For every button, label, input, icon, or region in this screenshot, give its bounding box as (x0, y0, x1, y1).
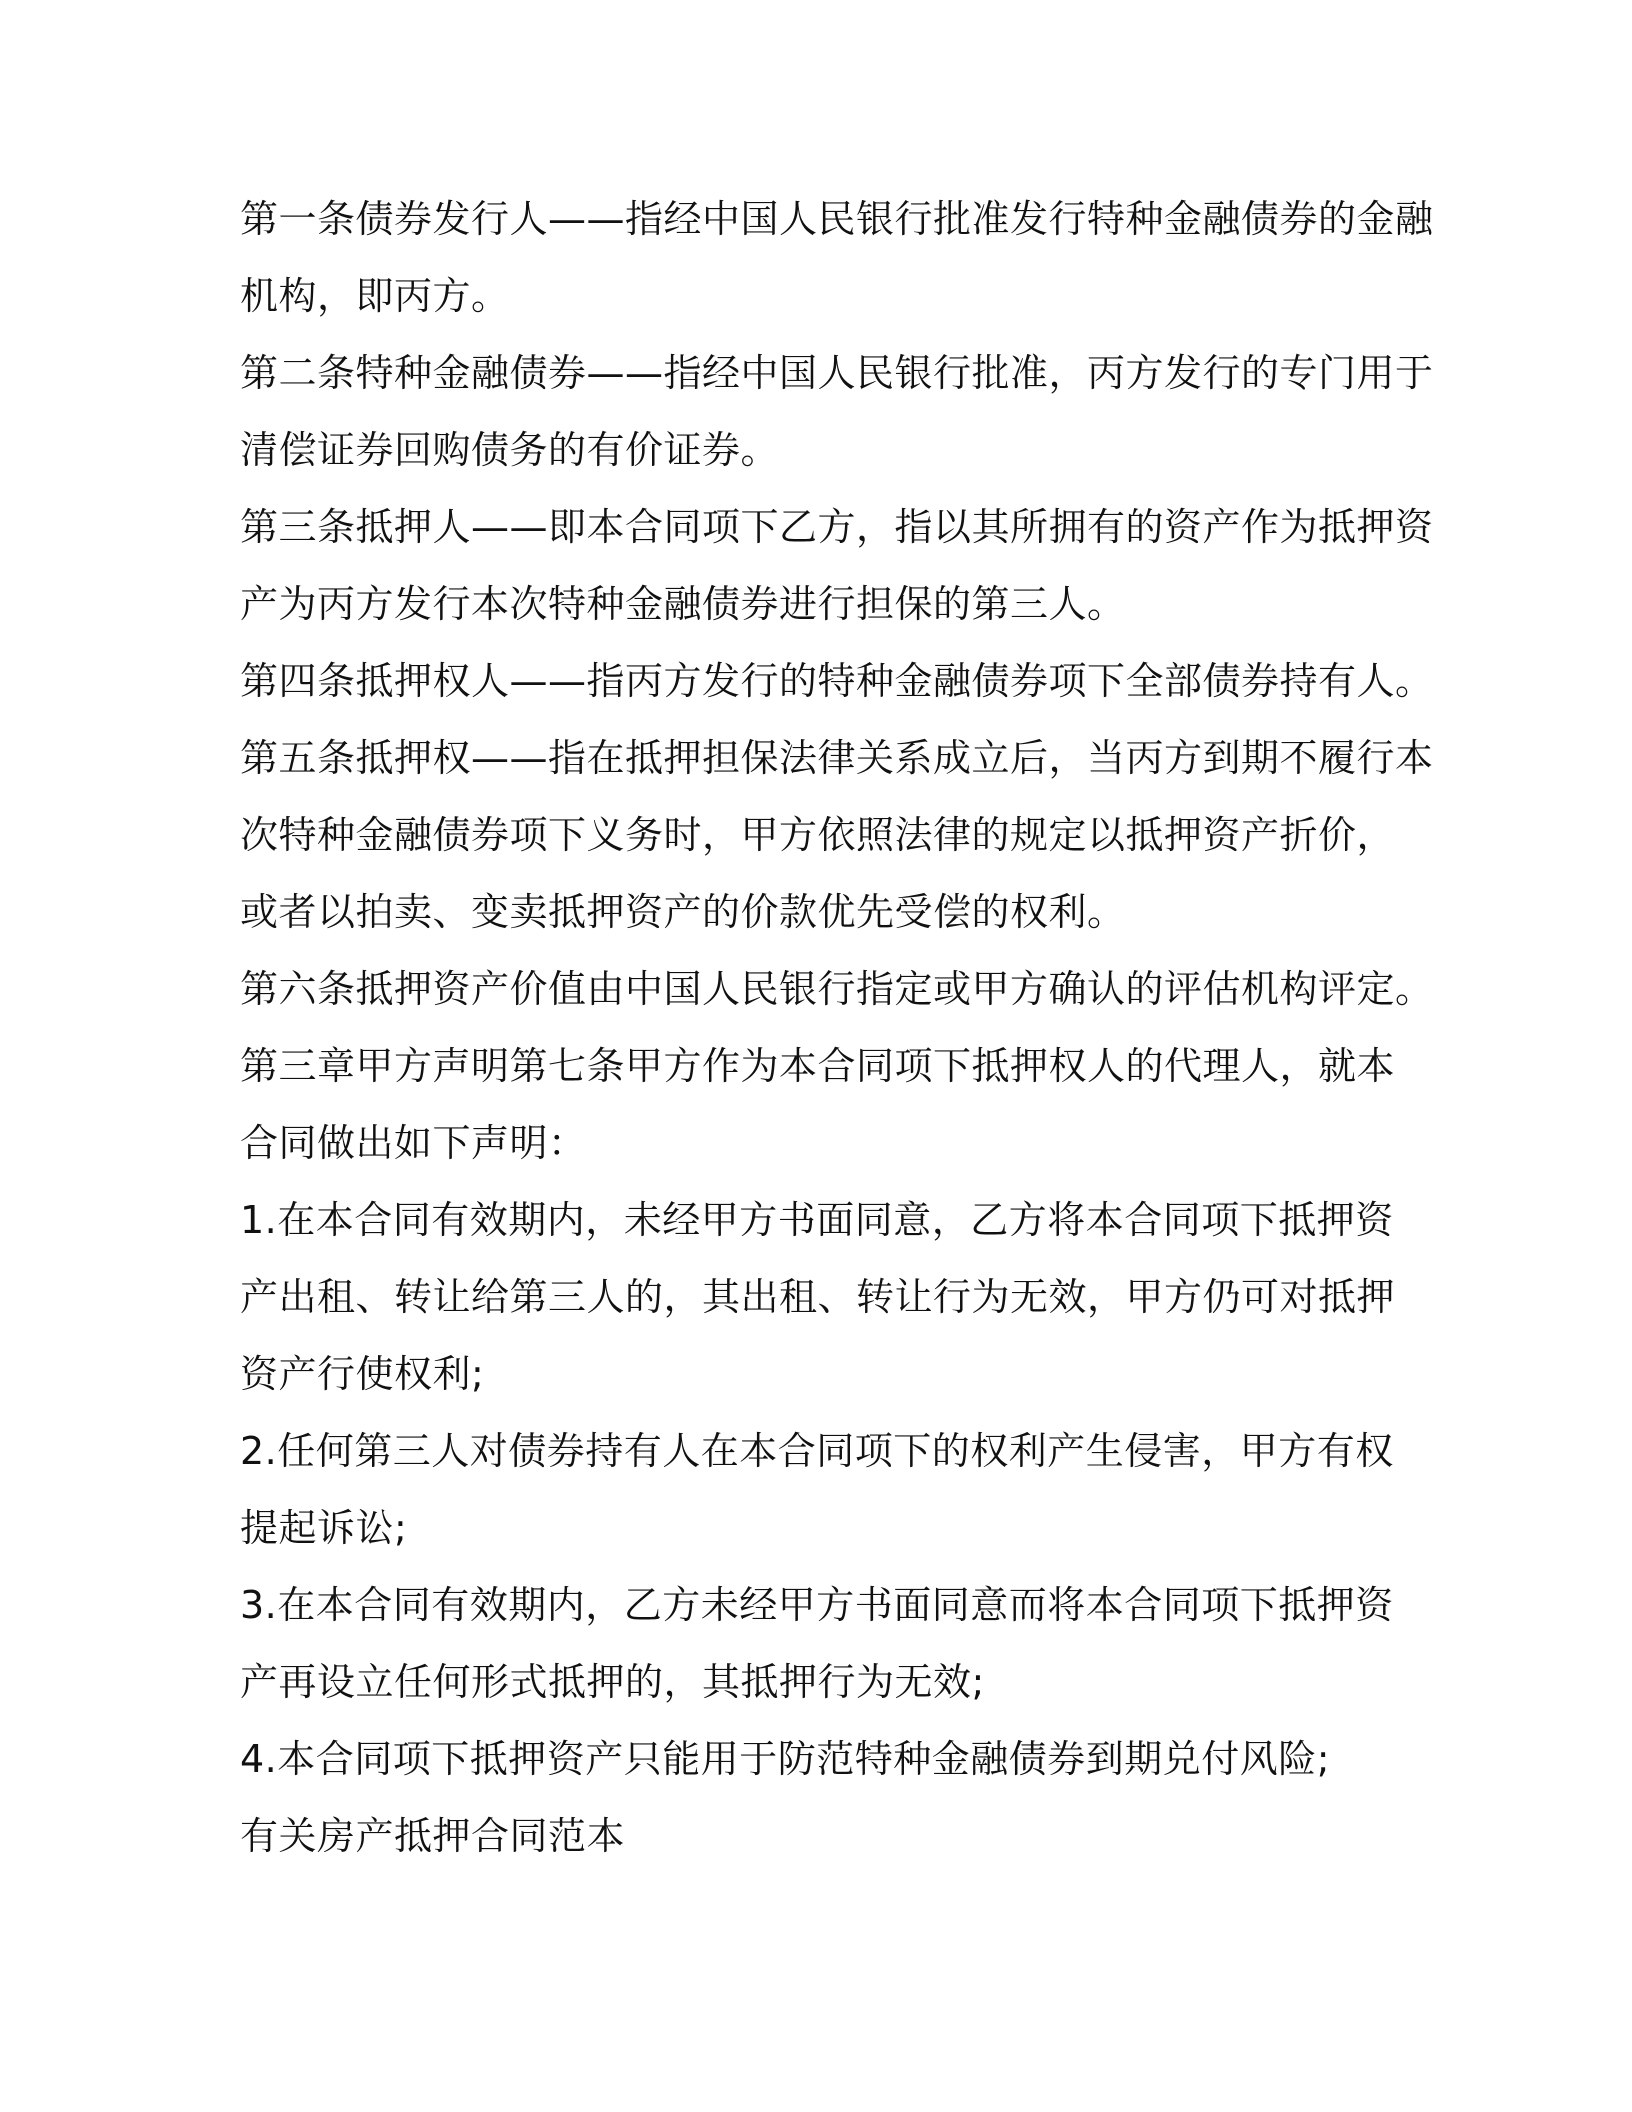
text-line: 第二条特种金融债券——指经中国人民银行批准，丙方发行的专门用于 (240, 351, 1434, 395)
text-line: 机构，即丙方。 (240, 274, 510, 318)
text-line: 次特种金融债券项下义务时，甲方依照法律的规定以抵押资产折价， (240, 813, 1396, 857)
text-line: 第六条抵押资产价值由中国人民银行指定或甲方确认的评估机构评定。 (240, 967, 1434, 1011)
text-line: 2.任何第三人对债券持有人在本合同项下的权利产生侵害，甲方有权 (240, 1429, 1394, 1473)
text-line: 产出租、转让给第三人的，其出租、转让行为无效，甲方仍可对抵押 (240, 1275, 1396, 1319)
text-line: 提起诉讼; (240, 1506, 408, 1550)
text-line: 资产行使权利; (240, 1352, 485, 1396)
text-line: 1.在本合同有效期内，未经甲方书面同意，乙方将本合同项下抵押资 (240, 1198, 1394, 1242)
text-line: 第一条债券发行人——指经中国人民银行批准发行特种金融债券的金融 (240, 197, 1434, 241)
text-line: 第五条抵押权——指在抵押担保法律关系成立后，当丙方到期不履行本 (240, 736, 1434, 780)
text-line: 第三条抵押人——即本合同项下乙方，指以其所拥有的资产作为抵押资 (240, 505, 1434, 549)
text-line: 第四条抵押权人——指丙方发行的特种金融债券项下全部债券持有人。 (240, 659, 1434, 703)
text-line: 或者以拍卖、变卖抵押资产的价款优先受偿的权利。 (240, 890, 1126, 934)
text-line: 4.本合同项下抵押资产只能用于防范特种金融债券到期兑付风险; (240, 1737, 1331, 1781)
text-line: 3.在本合同有效期内，乙方未经甲方书面同意而将本合同项下抵押资 (240, 1583, 1394, 1627)
text-line: 有关房产抵押合同范本 (240, 1814, 626, 1858)
text-line: 第三章甲方声明第七条甲方作为本合同项下抵押权人的代理人，就本 (240, 1044, 1396, 1088)
text-line: 产为丙方发行本次特种金融债券进行担保的第三人。 (240, 582, 1126, 626)
text-line: 合同做出如下声明： (240, 1121, 587, 1165)
text-line: 清偿证券回购债务的有价证券。 (240, 428, 780, 472)
text-line: 产再设立任何形式抵押的，其抵押行为无效; (240, 1660, 985, 1704)
